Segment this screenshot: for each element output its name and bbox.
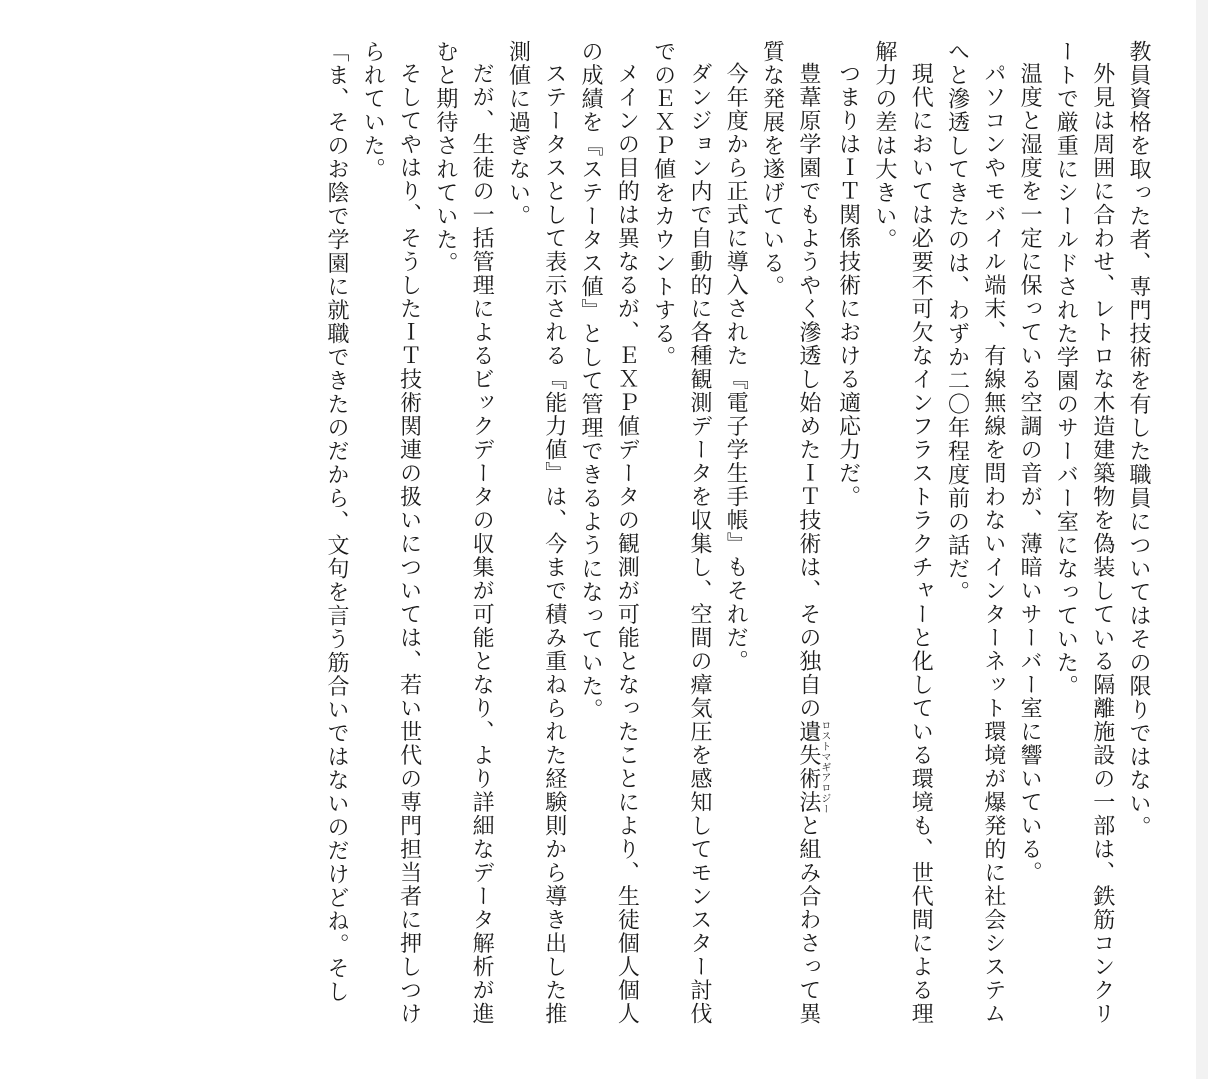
paragraph-5: 現代においては必要不可欠なインフラストラクチャーと化している環境も、世代間による理解力の差は大きい。 xyxy=(871,40,934,1026)
paragraph-3: 温度と湿度を一定に保っている空調の音が、薄暗いサーバー室に響いている。 xyxy=(1017,62,1043,885)
paragraph-1: 教員資格を取った者、専門技術を有した職員についてはその限りではない。 xyxy=(1126,40,1151,839)
ruby-annotation xyxy=(795,720,830,814)
paragraph-14: 「ま、そのお陰で学園に就職できたのだから、文句を言う筋合いではないのだけどね。そし xyxy=(323,40,349,1004)
paragraph-12: だが、生徒の一括管理によるビックデータの収集が可能となり、より詳細なデータ解析が進むと期待されていた。 xyxy=(432,40,495,1026)
paragraph-7-before: 豊葦原学園でもようやく滲透し始めたＩＴ技術は、その独自の xyxy=(795,62,821,720)
page-edge xyxy=(1196,0,1208,1079)
paragraph-13: そしてやはり、そうしたＩＴ技術関連の扱いについては、若い世代の専門担当者に押しつけられていた。 xyxy=(360,40,422,1026)
paragraph-10: メインの目的は異なるが、ＥＸＰ値データの観測が可能となったことにより、生徒個人個人の成績を『ステータス値』として管理できるようになっていた。 xyxy=(578,40,640,1026)
vertical-text-body xyxy=(46,40,1156,1040)
paragraph-11: ステータスとして表示される『能力値』は、今まで積み重ねられた経験則から導き出した推測値に過ぎない。 xyxy=(505,40,567,1026)
paragraph-9: ダンジョン内で自動的に各種観測データを収集し、空間の瘴気圧を感知してモンスター討伐でのＥＸＰ値をカウントする。 xyxy=(650,40,712,1026)
paragraph-8: 今年度から正式に導入された『電子学生手帳』もそれだ。 xyxy=(723,62,749,673)
paragraph-6: つまりはＩＴ関係技術における適応力だ。 xyxy=(835,62,861,509)
paragraph-7 xyxy=(753,40,829,1040)
ruby-base: 遺失術法 xyxy=(795,720,821,814)
paragraph-2: 外見は周囲に合わせ、レトロな木造建築物を偽装している隔離施設の一部は、鉄筋コンクリートで厳重にシールドされた学園のサーバー室になっていた。 xyxy=(1053,40,1115,1026)
paragraph-7-after: と組み合わさって異質な発展を遂げている。 xyxy=(759,40,821,1026)
paragraph-4: パソコンやモバイル端末、有線無線を問わないインターネット環境が爆発的に社会システムへと滲透してきたのは、わずか二〇年程度前の話だ。 xyxy=(944,40,1006,1026)
ruby-reading: ロストマギアロジー xyxy=(818,720,830,814)
